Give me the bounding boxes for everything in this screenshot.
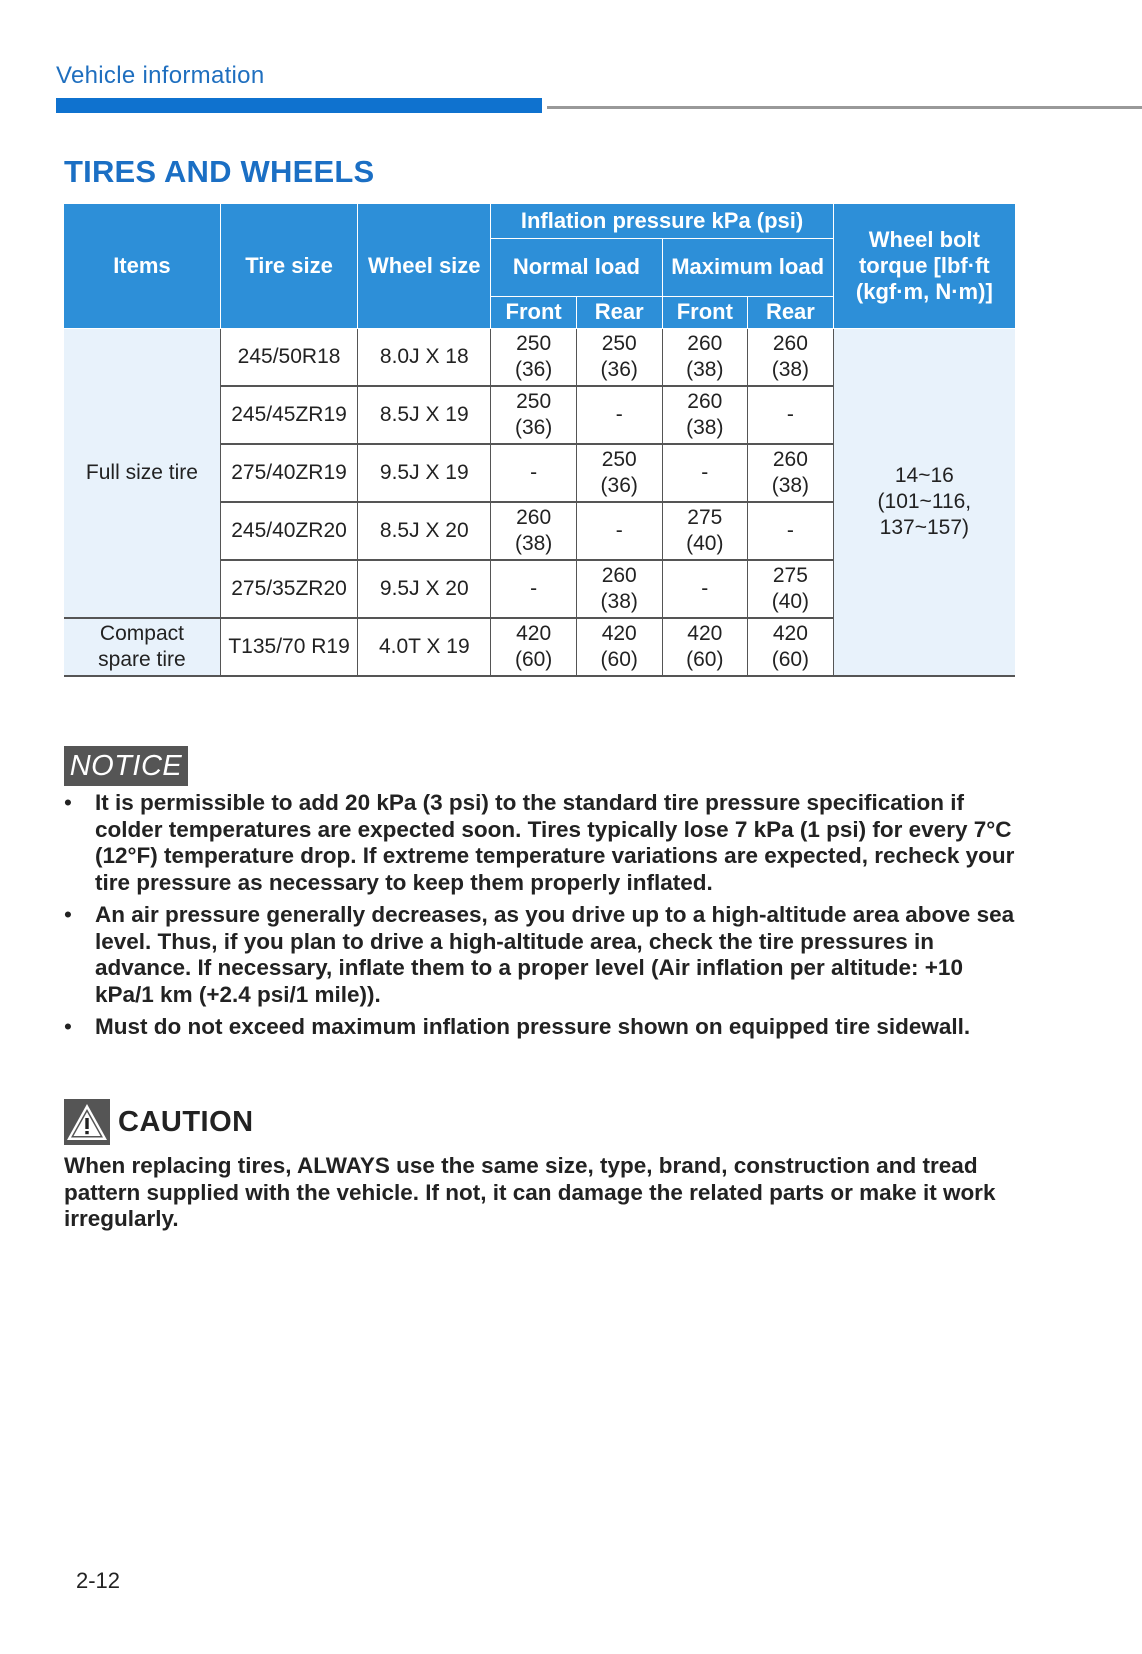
header-max-front: Front [662,296,748,328]
max-rear-cell: - [748,386,834,444]
header-rule-blue [56,98,542,113]
max-front-cell: 420 (60) [662,618,748,676]
max-rear-cell: 420 (60) [748,618,834,676]
tire-size-cell: 245/45ZR19 [220,386,357,444]
wheel-size-cell: 8.5J X 19 [358,386,491,444]
normal-rear-cell: 250 (36) [576,328,662,386]
header-tire-size: Tire size [220,204,357,328]
normal-rear-cell: - [576,386,662,444]
caution-title: CAUTION [118,1106,254,1138]
normal-rear-cell: - [576,502,662,560]
normal-front-cell: 420 (60) [491,618,577,676]
bullet-icon: • [64,790,72,815]
max-front-cell: 260 (38) [662,386,748,444]
bullet-icon: • [64,1014,72,1039]
tire-size-cell: T135/70 R19 [220,618,357,676]
normal-rear-cell: 250 (36) [576,444,662,502]
header-normal-load: Normal load [491,238,662,296]
normal-front-cell: - [491,560,577,618]
max-rear-cell: 275 (40) [748,560,834,618]
wheel-size-cell: 9.5J X 19 [358,444,491,502]
header-rule-gray [547,106,1142,109]
header-wheel-bolt-torque: Wheel bolt torque [lbf·ft (kgf·m, N·m)] [833,204,1015,328]
notice-item: • It is permissible to add 20 kPa (3 psi) to the standard tire pressure specification if colder temperatures are expected soon. Tires typically lose 7 kPa (1 psi) for every 7°C (12°F) temperature drop. If extreme temperature variations are expected, recheck your tire pressure as necessary to keep them properly inflated. [64,790,1015,895]
max-front-cell: - [662,444,748,502]
header-max-rear: Rear [748,296,834,328]
compact-spare-tire-label: Compact spare tire [64,618,220,676]
normal-rear-cell: 420 (60) [576,618,662,676]
header-items: Items [64,204,220,328]
max-front-cell: 275 (40) [662,502,748,560]
wheel-size-cell: 8.0J X 18 [358,328,491,386]
notice-badge: NOTICE [64,746,188,786]
normal-front-cell: 260 (38) [491,502,577,560]
full-size-tire-label: Full size tire [64,328,220,618]
header-maximum-load: Maximum load [662,238,833,296]
warning-triangle-icon [64,1099,110,1145]
max-front-cell: 260 (38) [662,328,748,386]
notice-list [64,790,1024,1047]
max-rear-cell: 260 (38) [748,444,834,502]
section-label: Vehicle information [56,62,265,89]
header-normal-front: Front [491,296,577,328]
tire-size-cell: 275/40ZR19 [220,444,357,502]
wheel-size-cell: 4.0T X 19 [358,618,491,676]
header-normal-rear: Rear [576,296,662,328]
torque-value: 14~16 (101~116, 137~157) [833,328,1015,676]
normal-front-cell: 250 (36) [491,386,577,444]
tire-size-cell: 245/50R18 [220,328,357,386]
notice-item: • Must do not exceed maximum inflation pressure shown on equipped tire sidewall. [64,1014,971,1039]
normal-front-cell: - [491,444,577,502]
max-rear-cell: 260 (38) [748,328,834,386]
notice-item: • An air pressure generally decreases, as you drive up to a high-altitude area above sea level. Thus, if you plan to drive a high-altitude area, check the tire pressures in advance. If necessary, inflate them to a proper level (Air inflation per altitude: +10 kPa/1 km (+2.4 psi/1 mile)). [64,902,1015,1007]
max-rear-cell: - [748,502,834,560]
page-number: 2-12 [76,1568,121,1593]
bullet-icon: • [64,902,72,927]
tires-wheels-table [64,204,1015,677]
normal-rear-cell: 260 (38) [576,560,662,618]
wheel-size-cell: 9.5J X 20 [358,560,491,618]
tire-size-cell: 245/40ZR20 [220,502,357,560]
table-row [64,328,1015,386]
normal-front-cell: 250 (36) [491,328,577,386]
max-front-cell: - [662,560,748,618]
wheel-size-cell: 8.5J X 20 [358,502,491,560]
header-inflation-pressure: Inflation pressure kPa (psi) [491,204,833,238]
caution-text: When replacing tires, ALWAYS use the same size, type, brand, construction and tread pattern supplied with the vehicle. If not, it can damage the related parts or make it work irregularly. [64,1153,996,1231]
header-wheel-size: Wheel size [358,204,491,328]
tire-size-cell: 275/35ZR20 [220,560,357,618]
page-title: TIRES AND WHEELS [64,154,375,189]
